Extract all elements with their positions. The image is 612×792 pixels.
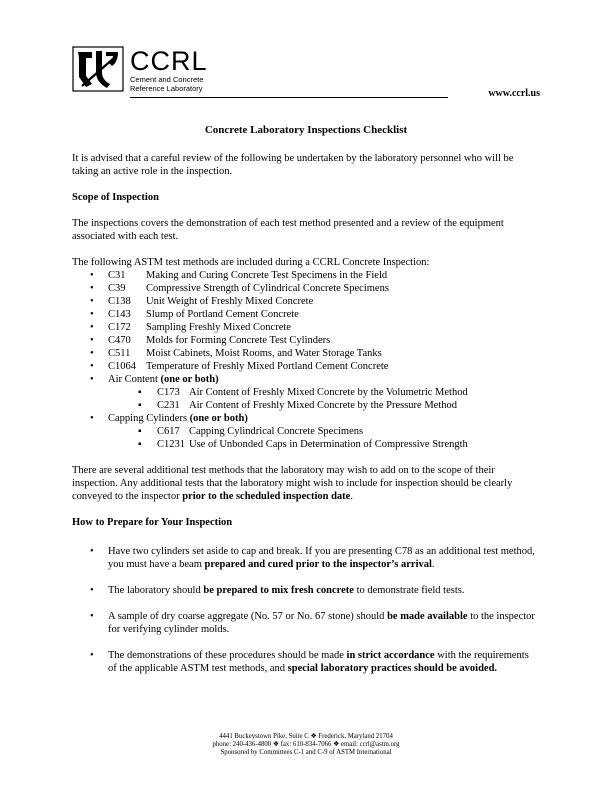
list-item [88, 545, 540, 571]
footer-contact: phone: 240-436-4800 ❖ fax: 610-834-7066 ❖ email: ccrl@astm.org [212, 741, 400, 748]
list-item [138, 399, 540, 412]
capping-note: (one or both) [189, 413, 248, 424]
methods-intro: The following ASTM test methods are included during a CCRL Concrete Inspection: [72, 257, 430, 268]
method-desc: Temperature of Freshly Mixed Portland Cement Concrete [146, 361, 389, 372]
list-item [88, 269, 540, 282]
prep-text: with the requirements of the applicable ASTM test methods, and [108, 650, 529, 674]
method-code: C511 [108, 348, 131, 359]
list-item [88, 360, 540, 373]
method-desc: Moist Cabinets, Moist Rooms, and Water Storage Tanks [146, 348, 382, 359]
list-item [88, 347, 540, 360]
additional-bold: prior to the scheduled inspection date [182, 491, 351, 502]
air-content-sublist [108, 386, 540, 412]
method-desc: Slump of Portland Cement Concrete [146, 309, 299, 320]
method-code: C470 [108, 335, 131, 346]
scope-heading: Scope of Inspection [72, 192, 159, 203]
list-item [88, 295, 540, 308]
list-item [88, 584, 540, 597]
list-item [88, 321, 540, 334]
header-rule [130, 97, 448, 98]
list-item [138, 438, 540, 451]
prep-text: to demonstrate field tests. [353, 585, 465, 596]
ccrl-logo-icon [72, 46, 124, 92]
prep-text: A sample of dry coarse aggregate (No. 57 or No. 67 stone) should [108, 611, 388, 622]
prep-text: to the inspector for verifying cylinder molds. [108, 611, 535, 635]
website-url: www.ccrl.us [488, 88, 540, 99]
additional-tests-paragraph [72, 464, 540, 503]
method-desc: Compressive Strength of Cylindrical Concrete Specimens [146, 283, 389, 294]
prep-bold: be prepared to mix fresh concrete [203, 585, 354, 596]
prep-text: . [431, 559, 435, 570]
method-desc: Unit Weight of Freshly Mixed Concrete [146, 296, 314, 307]
prep-text: Have two cylinders set aside to cap and break. If you are presenting C78 as an additional test method, you must have a beam [108, 546, 535, 570]
air-content-note: (one or both) [160, 374, 219, 385]
method-desc: Capping Cylindrical Concrete Specimens [189, 426, 364, 437]
scope-paragraph: The inspections covers the demonstration of each test method presented and a review of the equipment associated with each test. [72, 218, 504, 242]
method-code: C1064 [108, 361, 137, 372]
prep-text: The laboratory should [108, 585, 204, 596]
page-footer [0, 733, 612, 757]
logo-wordmark [130, 46, 208, 93]
air-content-label: Air Content [108, 374, 158, 385]
list-item [88, 649, 540, 675]
list-item [88, 308, 540, 321]
method-code: C39 [108, 283, 126, 294]
list-item-air-content [88, 373, 540, 412]
capping-label: Capping Cylinders [108, 413, 188, 424]
prep-bold: special laboratory practices should be avoided. [287, 663, 498, 674]
methods-list [72, 269, 540, 451]
method-desc: Air Content of Freshly Mixed Concrete by the Pressure Method [189, 400, 457, 411]
footer-sponsor: Sponsored by Committees C-1 and C-9 of ASTM International [220, 749, 392, 756]
logo-subtitle-line2: Reference Laboratory [130, 83, 203, 93]
method-code: C143 [108, 309, 131, 320]
method-code: C1231 [157, 439, 186, 450]
prep-bold: prepared and cured prior to the inspector’s arrival [204, 559, 432, 570]
method-desc: Use of Unbonded Caps in Determination of Compressive Strength [189, 439, 468, 450]
letterhead [72, 46, 540, 104]
prep-bold: in strict accordance [346, 650, 435, 661]
prepare-list [72, 545, 540, 675]
capping-sublist [108, 425, 540, 451]
list-item [88, 282, 540, 295]
document-body [72, 124, 540, 688]
list-item-capping [88, 412, 540, 451]
prep-bold: be made available [387, 611, 468, 622]
method-desc: Sampling Freshly Mixed Concrete [146, 322, 291, 333]
prepare-heading: How to Prepare for Your Inspection [72, 517, 233, 528]
list-item [88, 610, 540, 636]
list-item [88, 334, 540, 347]
intro-paragraph: It is advised that a careful review of the following be undertaken by the laboratory personnel who will be taking an active role in the inspection. [72, 153, 514, 177]
method-code: C173 [157, 387, 180, 398]
additional-text: There are several additional test methods that the laboratory may wish to add on to the scope of their inspection. Any additional tests that the laboratory might wish to include for inspection should be clearly conveyed to the inspector [72, 465, 513, 502]
method-desc: Making and Curing Concrete Test Specimens in the Field [146, 270, 388, 281]
prep-text: The demonstrations of these procedures should be made [108, 650, 347, 661]
method-desc: Air Content of Freshly Mixed Concrete by the Volumetric Method [189, 387, 468, 398]
method-code: C617 [157, 426, 180, 437]
footer-address: 4441 Buckeystown Pike, Suite C ❖ Frederick, Maryland 21704 [219, 733, 393, 740]
list-item [138, 386, 540, 399]
logo-name: CCRL [130, 46, 208, 76]
method-code: C172 [108, 322, 131, 333]
method-code: C231 [157, 400, 180, 411]
list-item [138, 425, 540, 438]
method-desc: Molds for Forming Concrete Test Cylinders [146, 335, 331, 346]
logo-subtitle-line1: Cement and Concrete [130, 75, 204, 84]
method-code: C31 [108, 270, 126, 281]
page-title: Concrete Laboratory Inspections Checklist [204, 124, 408, 136]
additional-end: . [350, 491, 353, 502]
method-code: C138 [108, 296, 131, 307]
